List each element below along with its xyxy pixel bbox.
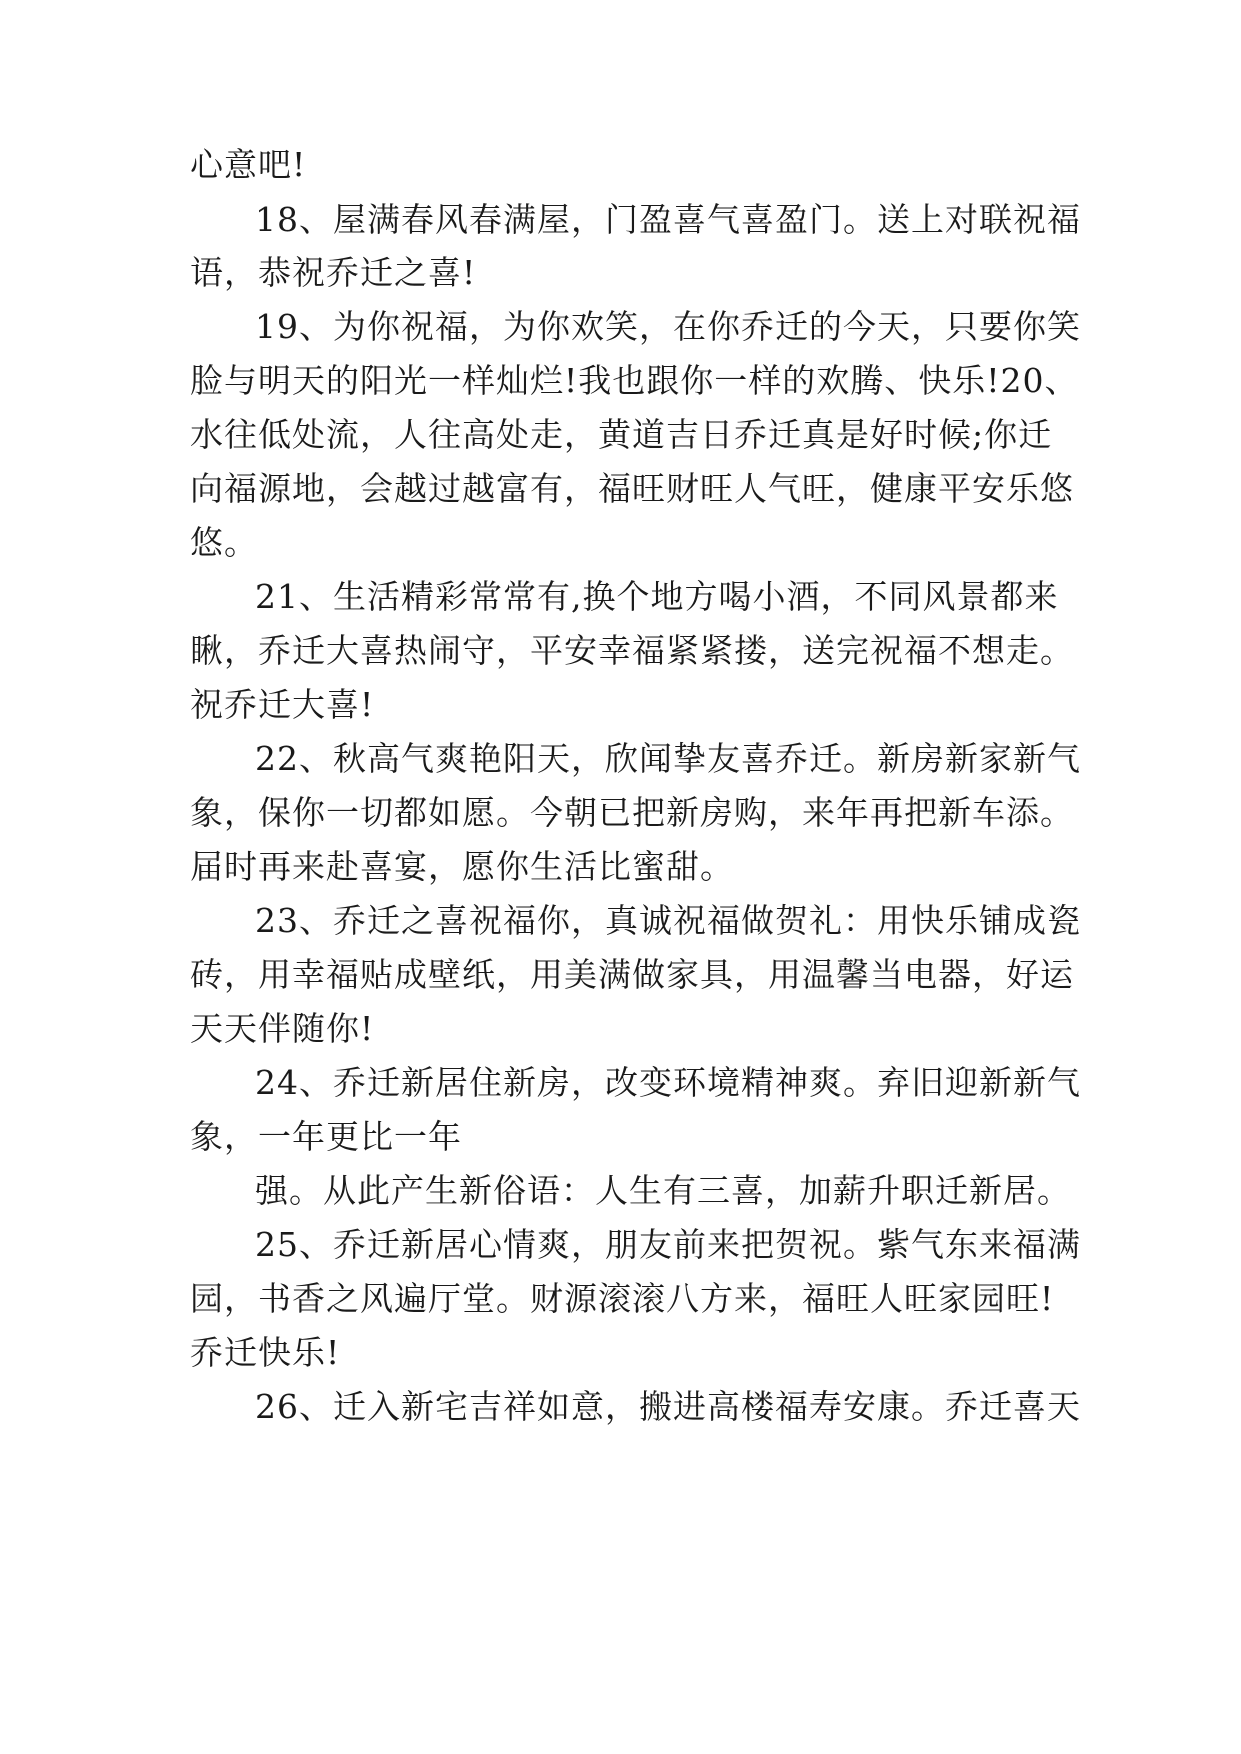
text-line: 强。从此产生新俗语：人生有三喜，加薪升职迁新居。 (255, 1171, 1071, 1210)
text-line: 乔迁快乐! (190, 1333, 341, 1372)
text-line: 24、乔迁新居住新房，改变环境精神爽。弃旧迎新新气 (255, 1063, 1081, 1102)
text-line: 象，保你一切都如愿。今朝已把新房购，来年再把新车添。 (190, 793, 1074, 832)
text-line: 届时再来赴喜宴，愿你生活比蜜甜。 (190, 847, 734, 886)
text-line: 23、乔迁之喜祝福你，真诚祝福做贺礼：用快乐铺成瓷 (255, 901, 1081, 940)
text-line: 21、生活精彩常常有,换个地方喝小酒，不同风景都来 (255, 577, 1059, 616)
text-line: 象，一年更比一年 (190, 1117, 462, 1156)
text-line: 25、乔迁新居心情爽，朋友前来把贺祝。紫气东来福满 (255, 1225, 1081, 1264)
text-line: 祝乔迁大喜! (190, 685, 375, 724)
text-line: 18、屋满春风春满屋，门盈喜气喜盈门。送上对联祝福 (255, 200, 1081, 239)
text-line: 脸与明天的阳光一样灿烂!我也跟你一样的欢腾、快乐!20、 (190, 361, 1079, 400)
text-line: 语，恭祝乔迁之喜! (190, 253, 477, 292)
text-line: 心意吧! (190, 145, 307, 184)
text-line: 19、为你祝福，为你欢笑，在你乔迁的今天，只要你笑 (255, 307, 1081, 346)
text-line: 瞅，乔迁大喜热闹守，平安幸福紧紧搂，送完祝福不想走。 (190, 631, 1074, 670)
text-line: 向福源地，会越过越富有，福旺财旺人气旺，健康平安乐悠 (190, 469, 1074, 508)
text-line: 园，书香之风遍厅堂。财源滚滚八方来，福旺人旺家园旺! (190, 1279, 1055, 1318)
text-line: 悠。 (190, 523, 258, 562)
text-line: 26、迁入新宅吉祥如意，搬进高楼福寿安康。乔迁喜天 (255, 1387, 1081, 1426)
text-line: 水往低处流，人往高处走，黄道吉日乔迁真是好时候;你迁 (190, 415, 1053, 454)
text-line: 砖，用幸福贴成壁纸，用美满做家具，用温馨当电器，好运 (190, 955, 1074, 994)
text-line: 22、秋高气爽艳阳天，欣闻挚友喜乔迁。新房新家新气 (255, 739, 1081, 778)
text-line: 天天伴随你! (190, 1009, 375, 1048)
